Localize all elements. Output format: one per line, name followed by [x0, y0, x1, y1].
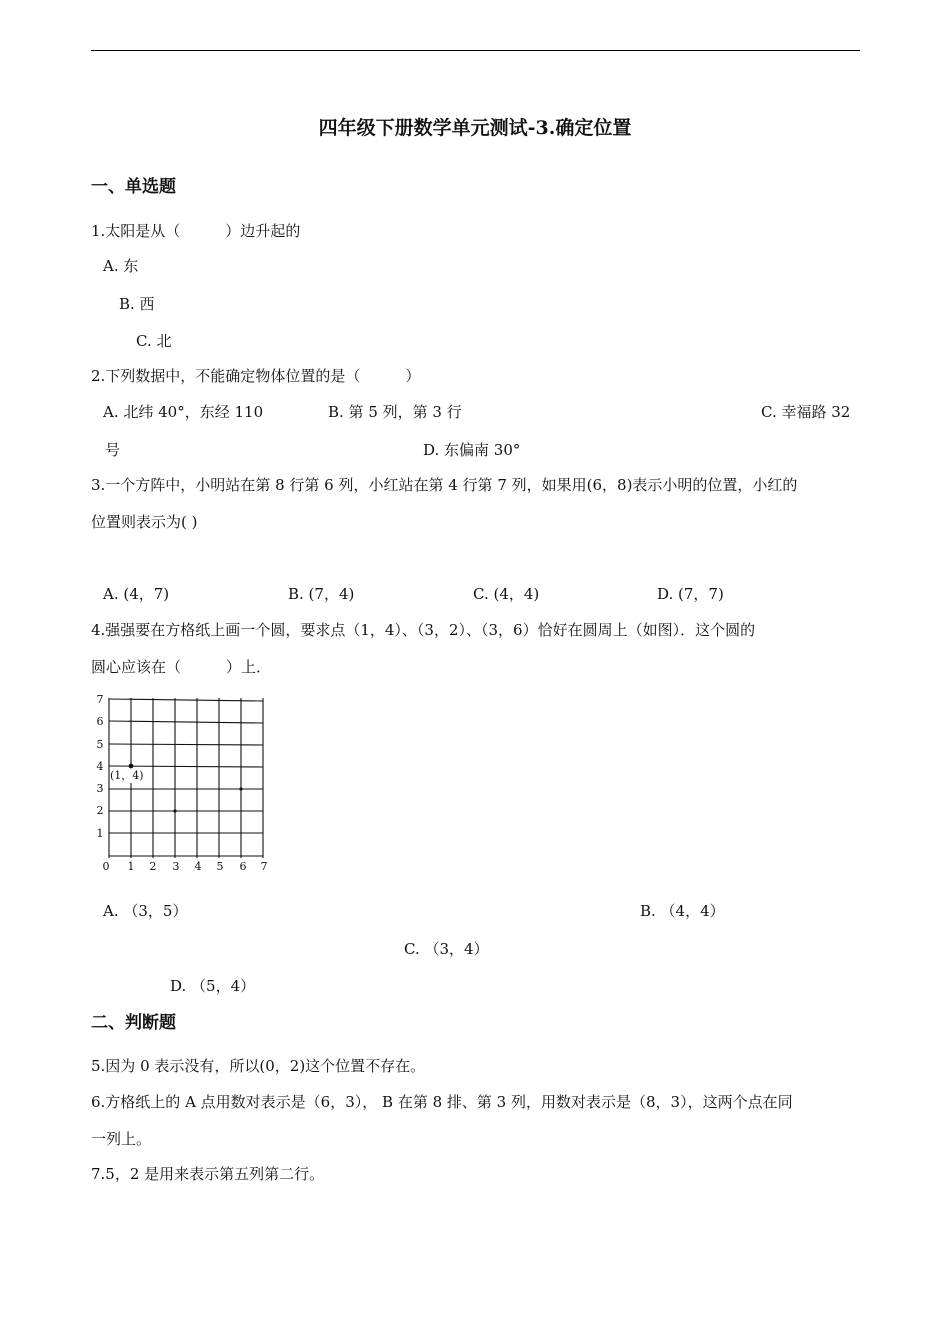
- x-tick-label: 5: [216, 860, 224, 873]
- y-tick-label: 1: [96, 827, 104, 840]
- question-3-option-b: B. (7，4): [288, 585, 355, 603]
- section-heading-true-false: 二、判断题: [91, 1013, 176, 1033]
- question-3-option-c: C. (4，4): [473, 585, 540, 603]
- question-2-option-c-continued: 号: [105, 441, 121, 459]
- question-2-option-a: A. 北纬 40°，东经 110: [103, 403, 264, 421]
- x-tick-label: 1: [127, 860, 135, 873]
- x-tick-labels: [103, 860, 268, 873]
- question-7-stem: 7.5，2 是用来表示第五列第二行。: [91, 1165, 325, 1183]
- y-tick-label: 2: [96, 804, 104, 817]
- coordinate-grid-figure: [88, 688, 278, 878]
- question-4-option-d: D. （5，4）: [170, 977, 256, 995]
- question-6-stem-line2: 一列上。: [91, 1130, 152, 1148]
- point-3-2: [173, 809, 176, 812]
- header-rule: [91, 50, 860, 51]
- question-6-stem-line1: 6.方格纸上的 A 点用数对表示是（6，3）， B 在第 8 排、第 3 列，用数对表示是（8，3），这两个点在同: [91, 1093, 793, 1111]
- x-tick-label: 3: [172, 860, 180, 873]
- question-1-option-a: A. 东: [103, 257, 139, 275]
- x-tick-label: 4: [194, 860, 202, 873]
- y-tick-label: 7: [96, 693, 104, 706]
- y-tick-label: 6: [96, 715, 104, 728]
- y-tick-label: 5: [96, 738, 104, 751]
- y-tick-label: 4: [96, 760, 104, 773]
- question-4-stem-line2: 圆心应该在（ ）上．: [91, 658, 272, 676]
- y-tick-labels: [97, 693, 104, 840]
- section-heading-single-choice: 一、单选题: [91, 177, 176, 197]
- x-tick-label: 2: [149, 860, 157, 873]
- point-3-6: [239, 787, 242, 790]
- point-1-4: [129, 764, 134, 769]
- question-4-option-c: C. （3，4）: [404, 940, 489, 958]
- question-3-stem-line1: 3.一个方阵中，小明站在第 8 行第 6 列，小红站在第 4 行第 7 列，如果用(6，8)表示小明的位置，小红的: [91, 476, 798, 494]
- x-tick-label: 6: [239, 860, 247, 873]
- question-2-stem: 2.下列数据中，不能确定物体位置的是（ ）: [91, 367, 421, 385]
- question-5-stem: 5.因为 0 表示没有，所以(0，2)这个位置不存在。: [91, 1057, 426, 1075]
- question-3-option-a: A. (4，7): [103, 585, 170, 603]
- y-tick-label: 3: [96, 782, 104, 795]
- question-3-stem-line2: 位置则表示为( ): [91, 513, 198, 531]
- x-tick-label: 7: [260, 860, 268, 873]
- question-1-option-b: B. 西: [119, 295, 155, 313]
- question-1-option-c: C. 北: [136, 332, 172, 350]
- question-4-option-a: A. （3，5）: [103, 902, 188, 920]
- question-1-stem: 1.太阳是从（ ）边升起的: [91, 222, 301, 240]
- question-2-option-c: C. 幸福路 32: [761, 403, 851, 421]
- question-4-option-b: B. （4，4）: [640, 902, 725, 920]
- page-title: 四年级下册数学单元测试-3.确定位置: [318, 117, 632, 139]
- point-label: (1，4): [110, 769, 144, 782]
- question-4-stem-line1: 4.强强要在方格纸上画一个圆，要求点（1，4）、（3，2）、（3，6）恰好在圆周上（如图）．这个圆的: [91, 621, 756, 639]
- question-2-option-d: D. 东偏南 30°: [423, 441, 521, 459]
- question-3-option-d: D. (7，7): [657, 585, 724, 603]
- question-2-option-b: B. 第 5 列，第 3 行: [328, 403, 462, 421]
- x-tick-label: 0: [102, 860, 110, 873]
